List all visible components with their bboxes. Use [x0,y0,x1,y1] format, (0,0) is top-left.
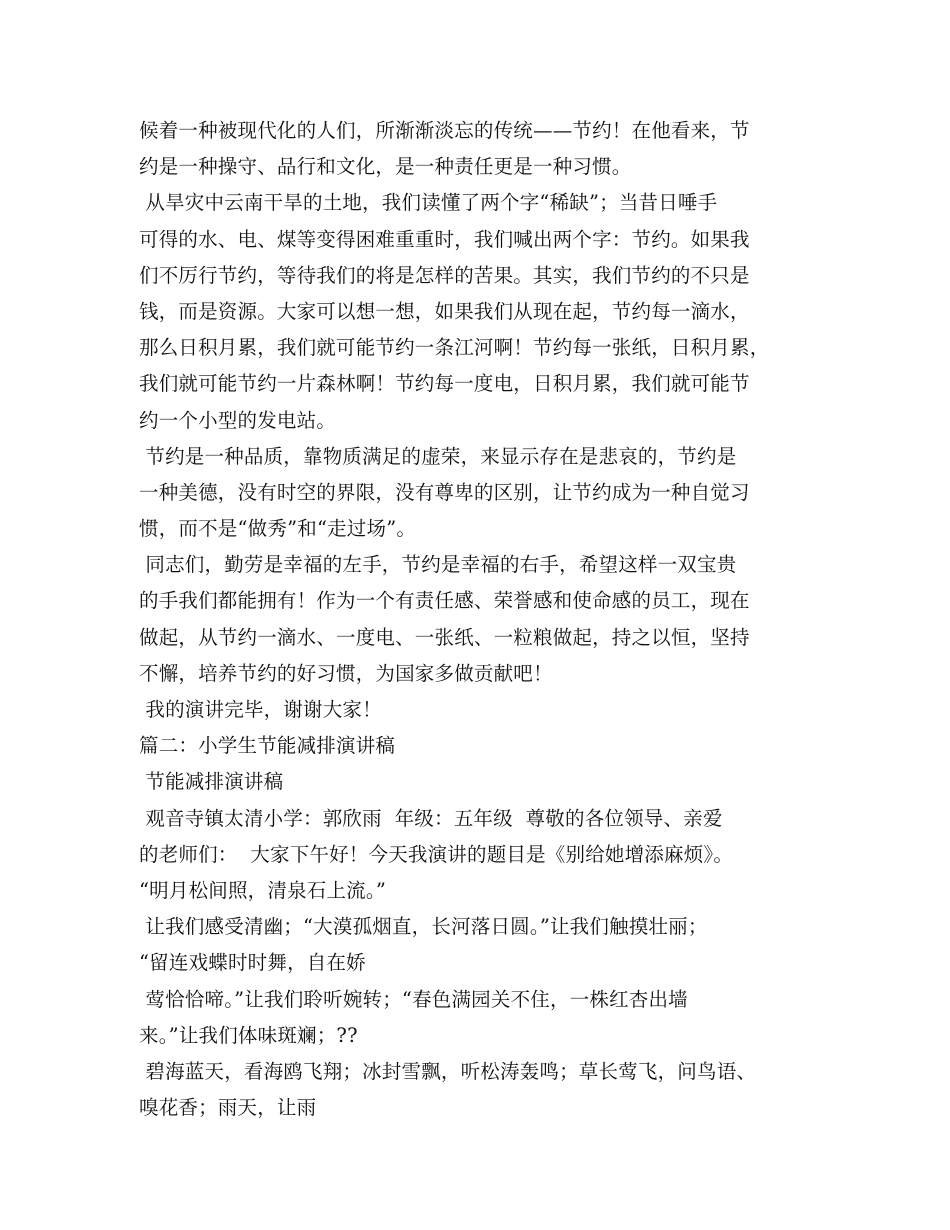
text-line-10: 节约是一种品质，靠物质满足的虚荣，来显示存在是悲哀的，节约是 [139,444,737,468]
text-line-3: 从旱灾中云南干旱的土地，我们读懂了两个字“稀缺”；当昔日唾手 [139,191,718,215]
document-body [139,113,839,1126]
text-line-11: 一种美德，没有时空的界限，没有尊卑的区别，让节约成为一种自觉习 [139,480,750,504]
text-line-5: 们不厉行节约，等待我们的将是怎样的苦果。其实，我们节约的不只是 [139,263,750,287]
text-line-1: 候着一种被现代化的人们，所渐渐淡忘的传统——节约！在他看来，节 [139,119,750,142]
text-line-16: 不懈，培养节约的好习惯，为国家多做贡献吧！ [139,661,553,685]
text-line-6: 钱，而是资源。大家可以想一想，如果我们从现在起，节约每一滴水， [139,299,750,323]
text-line-21: 的老师们： 大家下午好！今天我演讲的题目是《别给她增添麻烦》。 [139,842,734,866]
text-line-15: 做起，从节约一滴水、一度电、一张纸、一粒粮做起，持之以恒，坚持 [139,625,750,649]
text-line-25: 莺恰恰啼。”让我们聆听婉转；“春色满园关不住，一株红杏出墙 [139,987,688,1011]
text-line-27: 碧海蓝天，看海鸥飞翔；冰封雪飘，听松涛轰鸣；草长莺飞，问鸟语、 [139,1059,757,1083]
text-line-9: 约一个小型的发电站。 [139,408,337,432]
text-line-12: 惯，而不是“做秀”和“走过场”。 [139,517,417,541]
section-heading: 篇二：小学生节能减排演讲稿 [139,734,396,758]
text-line-20: 观音寺镇太清小学：郭欣雨 年级：五年级 尊敬的各位领导、亲爱 [139,806,723,830]
text-line-24: “留连戏蝶时时舞，自在娇 [139,951,366,975]
text-line-13: 同志们，勤劳是幸福的左手，节约是幸福的右手，希望这样一双宝贵 [139,553,737,577]
text-line-4: 可得的水、电、煤等变得困难重重时，我们喊出两个字：节约。如果我 [139,227,750,251]
speech-title: 节能减排演讲稿 [139,770,284,794]
text-line-23: 让我们感受清幽；“大漠孤烟直，长河落日圆。”让我们触摸壮丽； [139,915,708,939]
text-line-22: “明月松间照，清泉石上流。” [139,878,386,902]
text-line-28: 嗅花香；雨天，让雨 [139,1096,317,1120]
text-line-26: 来。”让我们体味斑斓；?? [139,1023,358,1047]
text-line-7: 那么日积月累，我们就可能节约一条江河啊！节约每一张纸，日积月累， [139,336,770,360]
text-line-17: 我的演讲完毕，谢谢大家！ [139,698,382,721]
text-line-14: 的手我们都能拥有！作为一个有责任感、荣誉感和使命感的员工，现在 [139,589,750,613]
text-line-2: 约是一种操守、品行和文化，是一种责任更是一种习惯。 [139,155,632,179]
text-line-8: 我们就可能节约一片森林啊！节约每一度电，日积月累，我们就可能节 [139,372,750,396]
